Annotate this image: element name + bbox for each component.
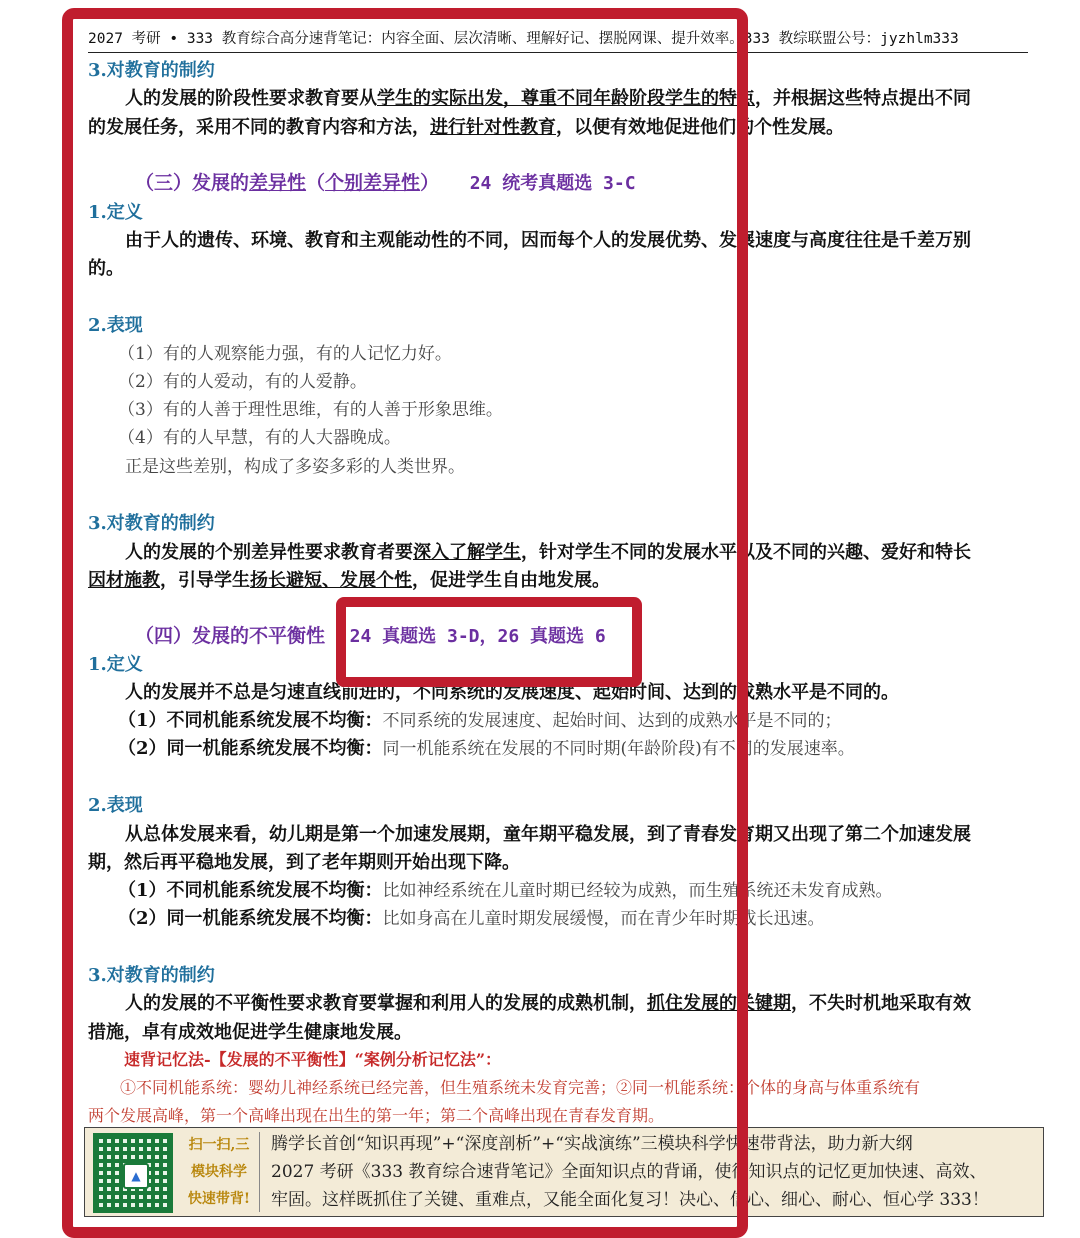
promo-line: 牢固。这样既抓住了关键、重难点，又能全面化复习！决心、信心、细心、耐心、恒心学 333！: [271, 1190, 989, 1210]
list-item: （4）有的人早慧，有的人大器晚成。: [118, 428, 401, 448]
promo-line: 2027 考研《333 教育综合速背笔记》全面知识点的背诵，使得知识点的记忆更加快速、高效、: [271, 1162, 987, 1182]
scan-line: 扫一扫,三: [188, 1137, 250, 1153]
paragraph-line: 人的发展的不平衡性要求教育要掌握和利用人的发展的成熟机制，抓住发展的关键期，不失时机地采取有效: [125, 993, 971, 1014]
memory-line: ①不同机能系统：婴幼儿神经系统已经完善，但生殖系统未发育完善；②同一机能系统：个体的身高与体重系统有: [120, 1078, 921, 1097]
paragraph-line: 从总体发展来看，幼儿期是第一个加速发展期，童年期平稳发展，到了青春发育期又出现了第二个加速发展: [125, 824, 971, 845]
paragraph-line: 的。: [88, 258, 124, 279]
qr-code[interactable]: [93, 1133, 173, 1213]
list-item: （1）有的人观察能力强，有的人记忆力好。: [118, 344, 452, 364]
list-item: （3）有的人善于理性思维，有的人善于形象思维。: [118, 400, 503, 420]
list-item: （2）同一机能系统发展不均衡：比如身高在儿童时期发展缓慢，而在青少年时期成长迅速。: [118, 908, 825, 929]
scan-line: 模块科学: [191, 1164, 247, 1180]
paragraph-line: 的发展任务，采用不同的教育内容和方法，进行针对性教育，以便有效地促进他们的个性发展。: [88, 117, 844, 138]
section-heading: 2.表现: [88, 315, 143, 336]
paragraph-line: 人的发展的个别差异性要求教育者要深入了解学生，针对学生不同的发展水平以及不同的兴趣、爱好和特长: [125, 542, 971, 563]
section-heading: 2.表现: [88, 795, 143, 816]
scan-caption: [179, 1132, 260, 1212]
scan-line: 快速带背!: [187, 1191, 251, 1207]
list-item: （2）同一机能系统发展不均衡：同一机能系统在发展的不同时期(年龄阶段)有不同的发展速率。: [118, 738, 855, 759]
section-heading: 1.定义: [88, 202, 143, 223]
section-heading: 1.定义: [88, 654, 143, 675]
promo-footer: [84, 1127, 1044, 1217]
list-item: （2）有的人爱动，有的人爱静。: [118, 372, 367, 392]
list-item: （1）不同机能系统发展不均衡：比如神经系统在儿童时期已经较为成熟，而生殖系统还未发育成熟。: [118, 880, 893, 901]
section-heading: 3.对教育的制约: [88, 965, 215, 986]
paragraph-line: 措施，卓有成效地促进学生健康地发展。: [88, 1022, 412, 1043]
promo-line: 腾学长首创“知识再现”+“深度剖析”+“实战演练”三模块科学快速带背法，助力新大纲: [271, 1134, 913, 1154]
paragraph-line: 人的发展的阶段性要求教育要从学生的实际出发，尊重不同年龄阶段学生的特点，并根据这些特点提出不同: [125, 88, 971, 109]
list-item: （1）不同机能系统发展不均衡：不同系统的发展速度、起始时间、达到的成熟水平是不同的；: [118, 710, 842, 731]
paragraph-line: 因材施教，引导学生扬长避短、发展个性，促进学生自由地发展。: [88, 570, 610, 591]
paragraph-line: 期，然后再平稳地发展，到了老年期则开始出现下降。: [88, 852, 520, 873]
memory-title: 速背记忆法-【发展的不平衡性】“案例分析记忆法”：: [124, 1050, 502, 1069]
page-header: 2027 考研 • 333 教育综合高分速背笔记：内容全面、层次清晰、理解好记、摆脱网课、提升效率。333 教综联盟公号：jyzhlm333: [88, 26, 1028, 53]
paragraph-line: 人的发展并不总是匀速直线前进的，不同系统的发展速度、起始时间、达到的成熟水平是不同的。: [125, 682, 899, 703]
section-title: （四）发展的不平衡性 24 真题选 3-D，26 真题选 6: [135, 625, 606, 647]
exam-tag: 24 真题选 3-D，26 真题选 6: [349, 626, 606, 647]
exam-tag: 24 统考真题选 3-C: [469, 173, 636, 194]
qr-logo-icon: ▲: [123, 1163, 149, 1189]
section-title: （三）发展的差异性（个别差异性） 24 统考真题选 3-C: [135, 172, 636, 194]
section-heading: 3.对教育的制约: [88, 513, 215, 534]
promo-text: [271, 1130, 1041, 1214]
summary-line: 正是这些差别，构成了多姿多彩的人类世界。: [125, 457, 465, 477]
memory-line: 两个发展高峰，第一个高峰出现在出生的第一年；第二个高峰出现在青春发育期。: [88, 1106, 665, 1125]
section-heading: 3.对教育的制约: [88, 60, 215, 81]
paragraph-line: 由于人的遗传、环境、教育和主观能动性的不同，因而每个人的发展优势、发展速度与高度往往是千差万别: [125, 230, 971, 251]
